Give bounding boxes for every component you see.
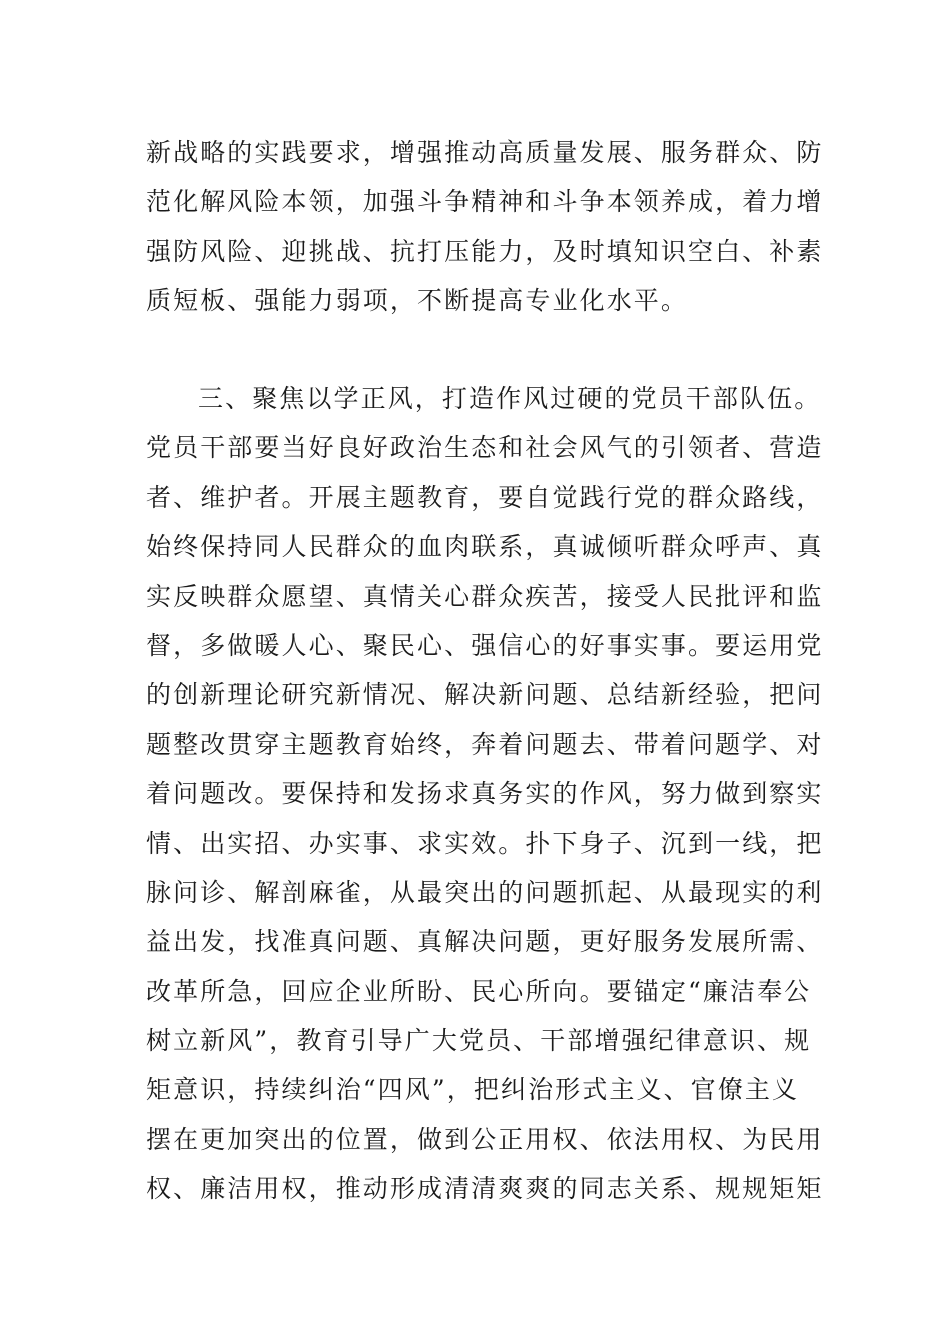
text-line: 权、廉洁用权，推动形成清清爽爽的同志关系、规规矩矩 — [146, 1174, 824, 1204]
text-line: 新战略的实践要求，增强推动高质量发展、服务群众、防 — [146, 138, 824, 167]
text-line: 矩意识，持续纠治“四风”，把纠治形式主义、官僚主义 — [146, 1075, 800, 1105]
section-three-paragraph — [146, 374, 824, 1214]
section-heading-line: 三、聚焦以学正风，打造作风过硬的党员干部队伍。 — [198, 384, 822, 413]
text-line: 改革所急，回应企业所盼、民心所向。要锚定“廉洁奉公 — [146, 976, 812, 1006]
text-line: 着问题改。要保持和发扬求真务实的作风，努力做到察实 — [146, 779, 824, 809]
text-line: 者、维护者。开展主题教育，要自觉践行党的群众路线， — [146, 482, 824, 512]
text-line: 督，多做暖人心、聚民心、强信心的好事实事。要运用党 — [146, 630, 824, 660]
text-line: 实反映群众愿望、真情关心群众疾苦，接受人民批评和监 — [146, 581, 824, 611]
text-line: 摆在更加突出的位置，做到公正用权、依法用权、为民用 — [146, 1124, 824, 1154]
text-line: 脉问诊、解剖麻雀，从最突出的问题抓起、从最现实的利 — [146, 877, 824, 907]
text-line: 质短板、强能力弱项，不断提高专业化水平。 — [146, 286, 689, 316]
continued-paragraph — [146, 128, 824, 326]
text-line: 树立新风”，教育引导广大党员、干部增强纪律意识、规 — [146, 1026, 812, 1056]
text-line: 始终保持同人民群众的血肉联系，真诚倾听群众呼声、真 — [146, 532, 824, 562]
text-line: 范化解风险本领，加强斗争精神和斗争本领养成，着力增 — [146, 187, 824, 217]
text-line: 党员干部要当好良好政治生态和社会风气的引领者、营造 — [146, 433, 824, 463]
text-line: 强防风险、迎挑战、抗打压能力，及时填知识空白、补素 — [146, 236, 824, 266]
text-line: 题整改贯穿主题教育始终，奔着问题去、带着问题学、对 — [146, 729, 824, 759]
text-line: 益出发，找准真问题、真解决问题，更好服务发展所需、 — [146, 927, 824, 957]
text-line: 情、出实招、办实事、求实效。扑下身子、沉到一线，把 — [146, 828, 824, 858]
text-line: 的创新理论研究新情况、解决新问题、总结新经验，把问 — [146, 680, 824, 710]
